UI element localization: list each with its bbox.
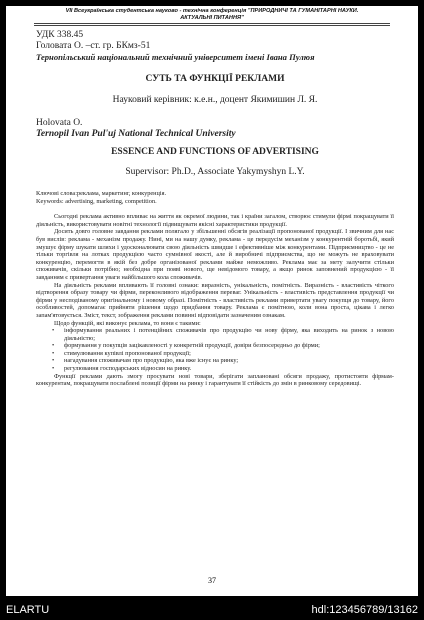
list-item: • інформування реальних і потенційних споживачів про продукцію чи нову фірму, яка виходить на ринок з новою діяльністю; (64, 327, 394, 342)
paragraph-4: Щодо функцій, які виконує реклама, то вони є такими: (54, 319, 201, 327)
author-uk: Головата О. –ст. гр. БКмз-51 (36, 41, 151, 51)
handle-id: hdl:123456789/13162 (311, 604, 418, 616)
repository-name: ELARTU (6, 604, 50, 616)
keywords-uk: Ключові слова:реклама, маркетинг, конкуренція. (36, 190, 167, 197)
affiliation-uk: Тернопільський національний технічний університет імені Івана Пулюя (36, 52, 315, 62)
conference-header (6, 8, 418, 22)
list-item: • регулювання господарських відносин на ринку. (64, 365, 394, 373)
list-item: • формування у покупців зацікавленості у конкретній продукції, довіри безпосередньо до фірми; (64, 342, 394, 350)
supervisor-uk: Науковий керівник: к.е.н., доцент Якимишин Л. Я. (112, 95, 318, 105)
affiliation-en: Ternopil Ivan Pul'uj National Technical University (36, 129, 236, 139)
page-number: 37 (208, 576, 216, 585)
keywords-en: Keywords: advertising, marketing, competition. (36, 197, 157, 205)
title-uk: СУТЬ ТА ФУНКЦІЇ РЕКЛАМИ (145, 74, 285, 84)
article-body (36, 30, 394, 388)
supervisor-en: Supervisor: Ph.D., Associate Yakymyshyn L.Y. (125, 167, 305, 177)
paragraph-2: Досить довго головне завдання реклами полягало у збільшенні обсягів реалізації пропонованої продукції. І звичним для нас був вислів: реклама - механізм продажу. Нині, ми на нашу думку, реклама - це передусім механізм у конкурентній боротьбі, який змушує фірму шукати шляхи і удосконалювати свою діяльність швидше і ефективніше між конкурентами. Підприємництво - це не тільки торгівля на лотках продукцією часто сумнівної якості, але й виробничі підприємства, що не можуть не враховувати конкуренцію, перемогти в якій без добре організованої реклами майже неможливо. Реклама має за мету залучити стільки споживачів, скільки потрібно; необхідна при появі нового, ще невідомого товару, а якщо ринок заповнений продукцією - її завданням є привертання уваги найбільшого кола споживачів. (36, 228, 394, 281)
udc-code: УДК 338.45 (36, 30, 84, 40)
paragraph-3: На діяльність реклами впливають її головні ознаки: виразність, унікальність, помітність. Виразність - властивість чіткого відтворення образу товару чи фірми, переконливого відображення переваг. Унікальність - властивість представлення продукції чи фірми у несподіваному оригінальному і новому образі. Помітність - властивість реклами привертати увагу покупця до товару, його особливостей, допомагає прийняти рішення щодо придбання товару. Реклама є помітною, коли вона проста, цікава і легко запам'ятовується. Зміст, текст, зображення реклами повинні відповідати зазначеним ознакам. (36, 281, 394, 319)
paragraph-1: Сьогодні реклама активно впливає на життя як окремої людини, так і країни загалом, створює стимули фірмі покращувати її діяльність, використовувати новітні технології підвищувати якісні характеристики продукції. (36, 213, 394, 228)
footer-bar (0, 602, 424, 620)
list-item: • нагадування споживачам про продукцію, яка вже існує на ринку; (64, 357, 394, 365)
header-line-1: VII Всеукраїнська студентська науково - технічна конференція "ПРИРОДНИЧІ ТА ГУМАНІТАРНІ НАУКИ. (65, 8, 359, 14)
title-en: ESSENCE AND FUNCTIONS OF ADVERTISING (111, 147, 319, 157)
header-rule (34, 23, 390, 26)
author-en: Holovata O. (36, 118, 83, 128)
functions-list (36, 327, 394, 373)
header-line-2: АКТУАЛЬНІ ПИТАННЯ" (180, 15, 244, 21)
list-item: • стимулювання купівлі пропонованої продукції; (64, 350, 394, 358)
document-page (6, 6, 418, 596)
paragraph-5: Функції реклами дають змогу просувати нові товари, зберігати заплановані обсяги продажу, протистояти фірмам-конкурентам, покращувати послаблені позиції фірми на ринку і гарантувати її стійкість до змін в ринковому середовищі. (36, 372, 394, 388)
